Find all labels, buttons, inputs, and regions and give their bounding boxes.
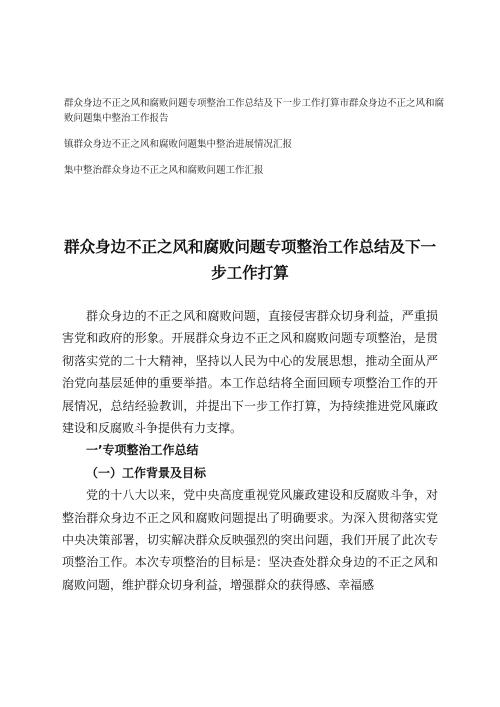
document-body: [62, 305, 438, 596]
related-document-link[interactable]: 镇群众身边不正之风和腐败问题集中整治进展情况汇报: [64, 139, 293, 150]
related-document-link[interactable]: 集中整治群众身边不正之风和腐败问题工作汇报: [64, 165, 264, 176]
related-document-link[interactable]: 群众身边不正之风和腐败问题专项整治工作总结及下一步工作打算市群众身边不正之风和腐败问题集中整治工作报告: [64, 98, 445, 124]
document-title: 群众身边不正之风和腐败问题专项整治工作总结及下一步工作打算: [63, 238, 436, 282]
subsection-paragraph: 党的十八大以来，党中央高度重视党风廉政建设和反腐败斗争，对整治群众身边不正之风和腐败问题提出了明确要求。为深入贯彻落实党中央决策部署，切实解决群众反映强烈的突出问题，我们开展了此次专项整治工作。本次专项整治的目标是：坚决查处群众身边的不正之风和腐败问题，维护群众切身利益，增强群众的获得感、幸福感: [62, 488, 438, 592]
related-documents-list: [64, 96, 444, 189]
intro-paragraph: 群众身边的不正之风和腐败问题，直接侵害群众切身利益，严重损害党和政府的形象。开展群众身边不正之风和腐败问题专项整治，是贯彻落实党的二十大精神，坚持以人民为中心的发展思想，推动全面从严治党向基层延伸的重要举措。本工作总结将全面回顾专项整治工作的开展情况，总结经验教训，并提出下一步工作打算，为持续推进党风廉政建设和反腐败斗争提供有力支撑。: [62, 309, 438, 436]
subsection-heading: （一）工作背景及目标: [86, 465, 207, 480]
section-heading: 一’专项整治工作总结: [86, 443, 199, 458]
